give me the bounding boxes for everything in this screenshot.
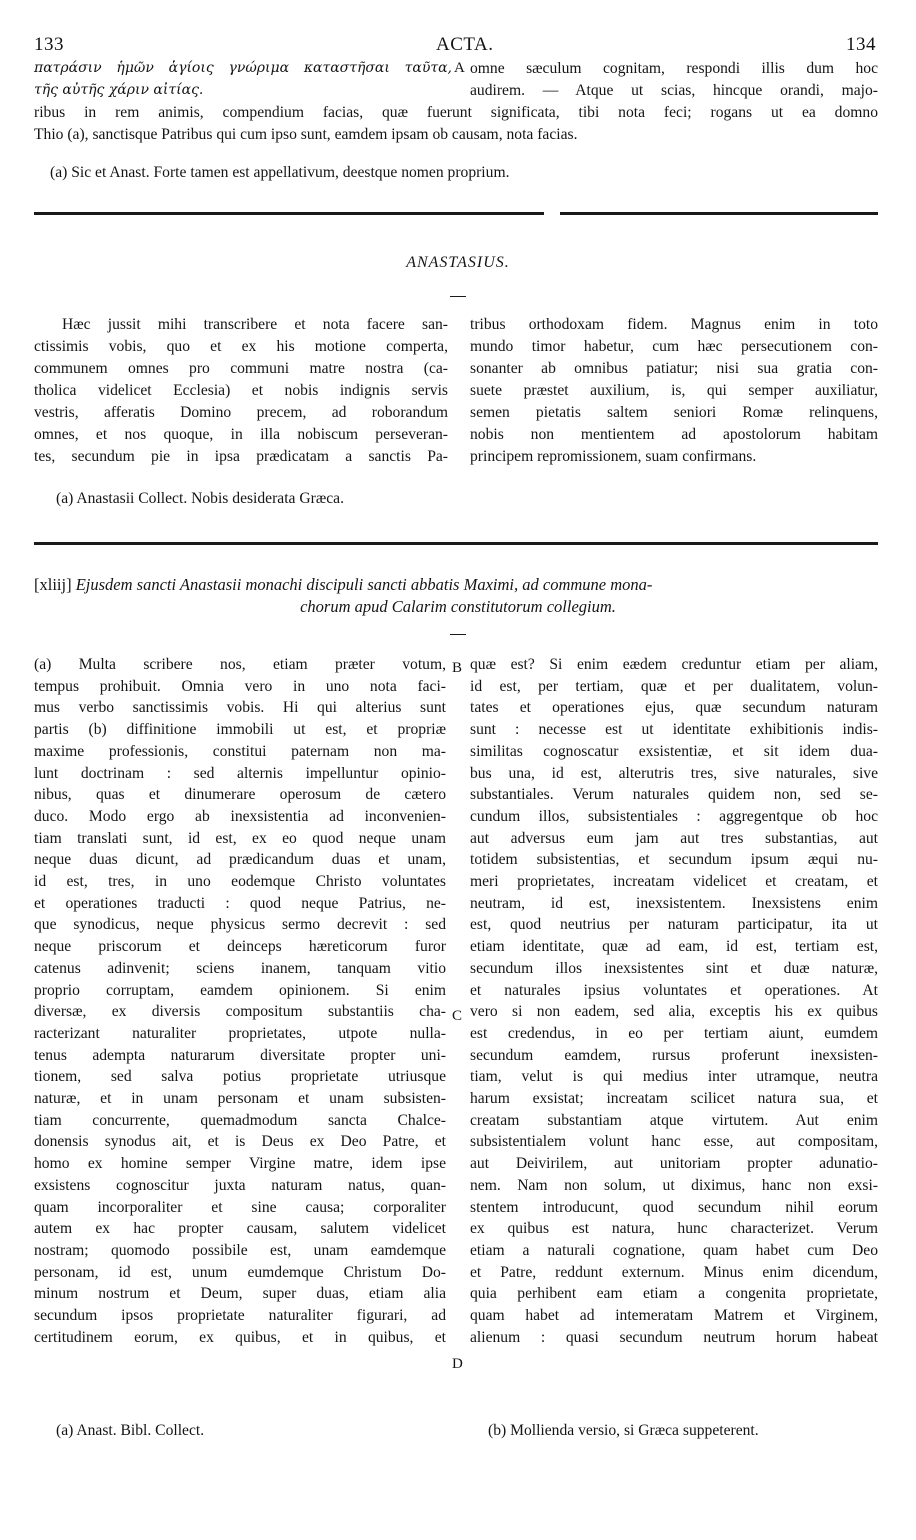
footnote: (a) Anast. Bibl. Collect. (56, 1422, 205, 1439)
text-line: vestris, afferatis Domino precem, ad roborandum (34, 404, 448, 421)
heading-rule (450, 296, 466, 297)
text-line: omne sæculum cognitam, respondi illis dum hoc (470, 60, 878, 77)
text-line: tiam translati sunt, id est, ex eo quod neque unam (34, 829, 446, 847)
column-marker: D (452, 1356, 463, 1372)
footnote: (a) Sic et Anast. Forte tamen est appellativum, deestque nomen proprium. (50, 164, 510, 181)
text-line: quia perhibent eam etiam a congenita proprietate, (470, 1285, 878, 1303)
text-line: certitudinem eorum, ex quibus, et in quibus, et (34, 1328, 446, 1346)
text-line: cundum illos, subsistentiales : aggregentque ob hoc (470, 807, 878, 825)
text-line: harum exsistat; increatam scilicet natura sua, et (470, 1090, 878, 1107)
text-line: aut Deivirilem, aut unitoriam propter adunatio- (470, 1155, 878, 1173)
text-line: Thio (a), sanctisque Patribus qui cum ipso sunt, eamdem ipsam ob causam, nota facias. (34, 126, 578, 143)
text-line: secundum illos inexsistentes sint et duæ naturæ, (470, 959, 878, 977)
section-divider (34, 542, 878, 545)
text-line: totidem subsistentias, et secundum ipsum æqui nu- (470, 851, 878, 869)
text-line: subsistentialem volunt hanc esse, aut compositam, (470, 1133, 878, 1151)
section-title-line (34, 574, 652, 595)
text-line: vero si non eadem, sed alia, exceptis his ex quibus (470, 1003, 878, 1021)
text-line: exsistens cognoscitur juxta naturam natus, quan- (34, 1176, 446, 1194)
section-divider (34, 212, 544, 215)
text-line: ex quibus est natura, hunc characterizet. Verum (470, 1220, 878, 1238)
text-line: nobis non mentientem ad apostolorum habitam (470, 426, 878, 443)
text-line: diversæ, ex diversis compositum substantiis cha- (34, 1003, 446, 1021)
section-title: Ejusdem sancti Anastasii monachi discipuli sancti abbatis Maximi, ad commune mona- (75, 575, 653, 594)
text-line: nibus, quas et dinumerare operosum de cætero (34, 786, 446, 804)
text-line: neque priscorum et deinceps hæreticorum furor (34, 938, 446, 956)
text-line: et Patre, reddunt externum. Minus enim dicendum, (470, 1263, 878, 1281)
text-line: etiam identitate, quæ ad eam, id est, tertiam est, (470, 938, 878, 956)
text-line: duco. Modo ergo ab inexsistentia ad inconvenien- (34, 807, 446, 825)
text-line: tempus prohibuit. Omnia vero in uno nota faci- (34, 677, 446, 695)
running-title: ACTA. (436, 34, 494, 55)
text-line: meri proprietates, increatam videlicet et creatam, et (470, 873, 878, 890)
section-heading: ANASTASIUS. (406, 254, 510, 271)
text-line: alienum : quasi secundum neutrum horum habeat (470, 1328, 878, 1346)
text-line: tionem, sed salva potius proprietate utriusque (34, 1068, 446, 1086)
text-line: aut adversus eum jam aut tres substantias, aut (470, 829, 878, 847)
text-line: naturæ, et in unam personam et unam subsisten- (34, 1090, 446, 1107)
footnote: (a) Anastasii Collect. Nobis desiderata Græca. (56, 490, 344, 507)
text-line: donensis synodus ait, et is Deus ex Deo Patre, et (34, 1133, 446, 1151)
text-line: racterizant naturaliter proprietates, utpote nulla- (34, 1024, 446, 1042)
column-marker: C (452, 1008, 463, 1024)
greek-line: τῆς αὐτῆς χάριν αἰτίας. (34, 82, 204, 98)
text-line: nostram; quomodo possibile est, unam eamdemque (34, 1241, 446, 1259)
text-line: stentem introducunt, quod secundum nihil eorum (470, 1198, 878, 1216)
section-title-continuation: chorum apud Calarim constitutorum collegium. (300, 597, 616, 616)
text-line: tholica videlicet Ecclesia) et nobis indignis servis (34, 382, 448, 399)
greek-line: πατράσιν ἡμῶν ἁγίοις γνώριμα καταστῆσαι ταῦτα, (34, 60, 452, 76)
text-line: est, quod neutrius per naturam participatur, ita ut (470, 916, 878, 934)
text-line: ribus in rem animis, compendium facias, quæ fuerunt significata, tibi nota feci; rogans ut ea domno (34, 104, 878, 121)
text-line: tiam, velut is qui medius inter utramque, neutra (470, 1068, 878, 1086)
text-line: sunt : necesse est ut identitate exhibitionis indis- (470, 721, 878, 739)
text-line: bus una, id est, alterutris tres, sive naturales, sive (470, 764, 878, 782)
text-line: tiam concurrente, quemadmodum sancta Chalce- (34, 1111, 446, 1129)
text-line: neque duas dicunt, ad prædicandum duas et unam, (34, 851, 446, 869)
page-number-left: 133 (34, 34, 64, 55)
text-line: nem. Nam non solum, ut diximus, hanc non exsi- (470, 1176, 878, 1194)
text-line: id est, tres, in uno eodemque Christo voluntates (34, 873, 446, 890)
text-line: secundum eamdem, rursus proferunt inexsisten- (470, 1046, 878, 1064)
text-line: audirem. — Atque ut scias, hincque orandi, majo- (470, 82, 878, 99)
text-line: que synodicus, neque physicus sermo decrevit : sed (34, 916, 446, 934)
text-line: minum nostrum et Deum, super duas, etiam alia (34, 1285, 446, 1303)
text-line: substantiales. Verum naturales quidem non, sed se- (470, 786, 878, 804)
text-line: sonanter ab omnibus patiatur; nisi sua gratia con- (470, 360, 878, 377)
footnote: (b) Mollienda versio, si Græca suppeterent. (488, 1422, 759, 1439)
text-line: tenus adempta naturarum diversitate propter uni- (34, 1046, 446, 1064)
text-line: quam habet ad intemeratam Matrem et Virginem, (470, 1307, 878, 1324)
text-line: Hæc jussit mihi transcribere et nota facere san- (62, 316, 448, 333)
text-line: et operationes traducti : quod neque Patrius, ne- (34, 894, 446, 912)
section-divider (560, 212, 878, 215)
text-line: suete præstet auxilium, is, qui semper auxiliatur, (470, 382, 878, 399)
text-line: homo ex homine semper Virgine matre, idem ipse (34, 1155, 446, 1173)
text-line: tes, secundum pie in ipsa prædicatam a sanctis Pa- (34, 448, 448, 465)
text-line: semen pietatis saltem seniori Romæ relinquens, (470, 404, 878, 421)
column-marker: A (454, 60, 465, 76)
text-line: communem omnes pro communi matre nostra (ca- (34, 360, 448, 377)
text-line: catenus adinvenit; sciens inanem, tanquam vitio (34, 959, 446, 977)
text-line: ctissimis vobis, quo et ex his motione comperta, (34, 338, 448, 355)
text-line: et naturales ipsius voluntates et operationes. At (470, 981, 878, 999)
page-number-right: 134 (846, 34, 876, 55)
text-line: similitas cognoscatur exsistentiæ, et sit idem dua- (470, 742, 878, 760)
text-line: quam incorporaliter et sine causa; corporaliter (34, 1198, 446, 1216)
text-line: id est, per tertiam, quæ et per dualitatem, volun- (470, 677, 878, 695)
text-line: maxime professionis, constitui paternam non ma- (34, 742, 446, 760)
text-line: principem repromissionem, suam confirmans. (470, 448, 757, 465)
text-line: creatam substantiam atque virtutem. Aut enim (470, 1111, 878, 1129)
text-line: etiam a naturali cognatione, quam habet cum Deo (470, 1241, 878, 1259)
text-line: tates et operationes ejus, quæ secundum naturam (470, 699, 878, 717)
text-line: secundum ipsos proprietate naturaliter figurari, ad (34, 1307, 446, 1324)
text-line: neutram, id est, inexsistentem. Inexsistens enim (470, 894, 878, 912)
text-line: partis (b) diffinitione immobili ut est, et propriæ (34, 721, 446, 739)
text-line: (a) Multa scribere nos, etiam præter votum, (34, 656, 446, 673)
text-line: proprio corruptam, eamdem opinionem. Si enim (34, 981, 446, 999)
text-line: est credendus, in eo per tertiam aiunt, eumdem (470, 1024, 878, 1042)
text-line: quæ est? Si enim eædem creduntur etiam per aliam, (470, 656, 878, 673)
text-line: personam, id est, unum eumdemque Christum Do- (34, 1263, 446, 1281)
text-line: mus verbo sanctissimis vobis. Hi qui alterius sunt (34, 699, 446, 717)
text-line: autem ex hac propter causam, salutem videlicet (34, 1220, 446, 1238)
heading-rule (450, 634, 466, 635)
text-line: tribus orthodoxam fidem. Magnus enim in toto (470, 316, 878, 333)
section-number: [xliij] (34, 575, 72, 594)
text-line: omnes, et nos quoque, in illa nobiscum perseveran- (34, 426, 448, 443)
text-line: lunt doctrinam : sed alternis impelluntur opinio- (34, 764, 446, 782)
text-line: mundo timor habetur, cum hæc persecutionem con- (470, 338, 878, 355)
column-marker: B (452, 660, 463, 676)
